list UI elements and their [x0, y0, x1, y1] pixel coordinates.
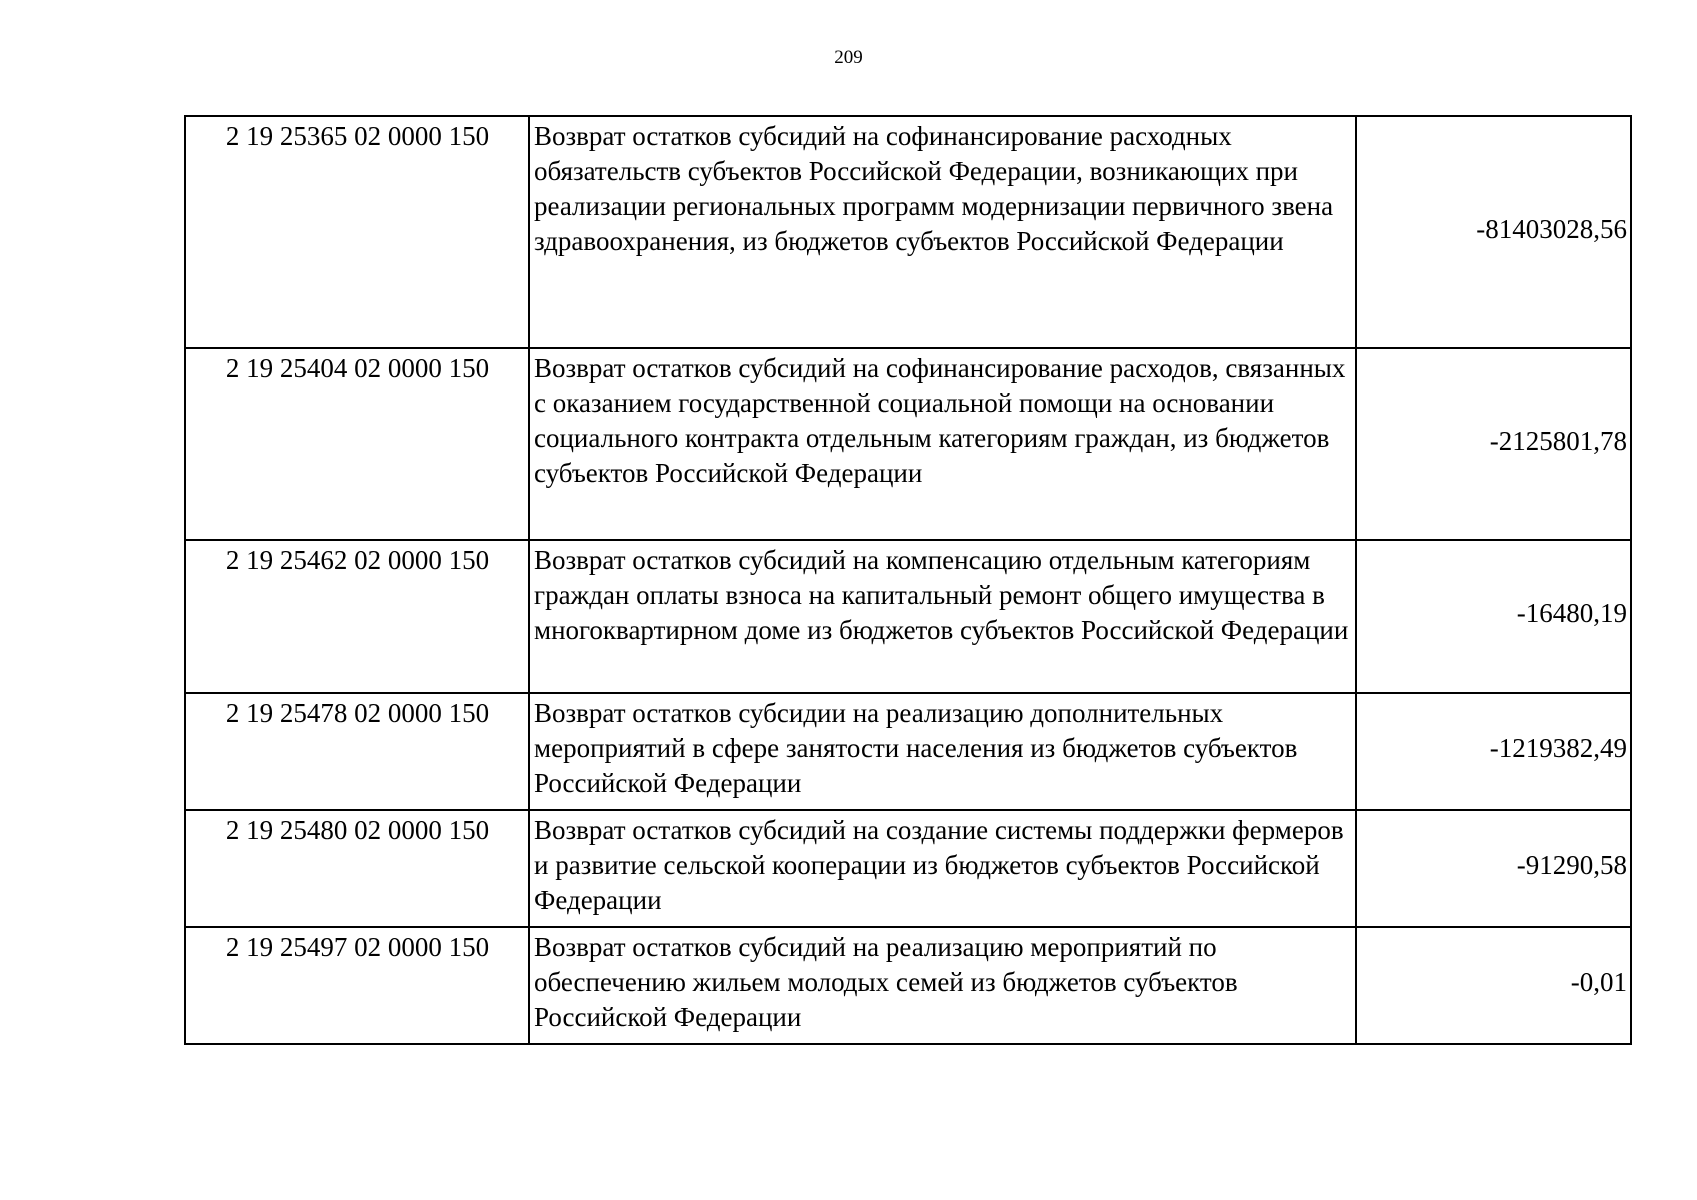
amount-cell: -81403028,56	[1356, 116, 1631, 348]
description-cell: Возврат остатков субсидий на компенсацию отдельным категориям граждан оплаты взноса на капитальный ремонт общего имущества в многоквартирном доме из бюджетов субъектов Российской Федерации	[529, 540, 1356, 693]
page-number: 209	[834, 47, 863, 68]
table-row	[185, 348, 1631, 540]
description-cell: Возврат остатков субсидий на софинансирование расходов, связанных с оказанием государственной социальной помощи на основании социального контракта отдельным категориям граждан, из бюджетов субъектов Российской Федерации	[529, 348, 1356, 540]
budget-code-cell: 2 19 25480 02 0000 150	[185, 810, 529, 927]
budget-table	[184, 115, 1632, 1045]
budget-code-cell: 2 19 25462 02 0000 150	[185, 540, 529, 693]
table-row	[185, 540, 1631, 693]
budget-code-cell: 2 19 25365 02 0000 150	[185, 116, 529, 348]
description-cell: Возврат остатков субсидий на софинансирование расходных обязательств субъектов Российской Федерации, возникающих при реализации региональных программ модернизации первичного звена здравоохранения, из бюджетов субъектов Российской Федерации	[529, 116, 1356, 348]
table-row	[185, 693, 1631, 810]
table-row	[185, 810, 1631, 927]
table-row	[185, 927, 1631, 1044]
amount-cell: -16480,19	[1356, 540, 1631, 693]
amount-cell: -0,01	[1356, 927, 1631, 1044]
budget-code-cell: 2 19 25404 02 0000 150	[185, 348, 529, 540]
budget-code-cell: 2 19 25497 02 0000 150	[185, 927, 529, 1044]
description-cell: Возврат остатков субсидий на создание системы поддержки фермеров и развитие сельской кооперации из бюджетов субъектов Российской Федерации	[529, 810, 1356, 927]
amount-cell: -2125801,78	[1356, 348, 1631, 540]
amount-cell: -1219382,49	[1356, 693, 1631, 810]
table-row	[185, 116, 1631, 348]
budget-code-cell: 2 19 25478 02 0000 150	[185, 693, 529, 810]
description-cell: Возврат остатков субсидии на реализацию дополнительных мероприятий в сфере занятости населения из бюджетов субъектов Российской Федерации	[529, 693, 1356, 810]
amount-cell: -91290,58	[1356, 810, 1631, 927]
description-cell: Возврат остатков субсидий на реализацию мероприятий по обеспечению жильем молодых семей из бюджетов субъектов Российской Федерации	[529, 927, 1356, 1044]
